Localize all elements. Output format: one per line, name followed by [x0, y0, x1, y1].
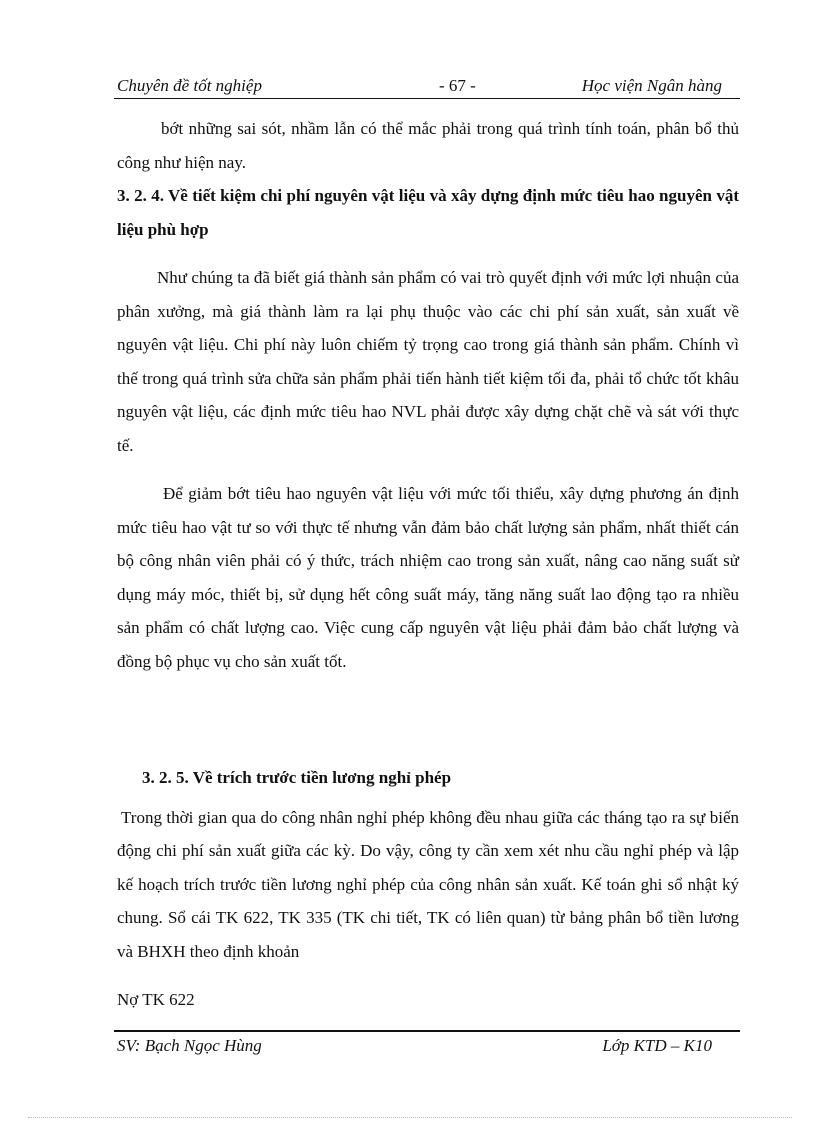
paragraph-leave-wage: Trong thời gian qua do công nhân nghỉ phép không đều nhau giữa các tháng tạo ra sự biến động chi phí sản xuất giữa các kỳ. Do vậy, công ty cần xem xét nhu cầu nghỉ phép và lập kế hoạch trích trước tiền lương nghỉ phép của công nhân sản xuất. Kế toán ghi sổ nhật ký chung. Sổ cái TK 622, TK 335 (TK chi tiết, TK có liên quan) từ bảng phân bổ tiền lương và BHXH theo định khoản — [117, 807, 739, 961]
section-heading-3-2-5: 3. 2. 5. Về trích trước tiền lương nghỉ phép — [142, 768, 452, 787]
page-edge-dotted-line — [28, 1117, 792, 1118]
paragraph-reduce-consumption: Để giảm bớt tiêu hao nguyên vật liệu với mức tối thiểu, xây dựng phương án định mức tiêu hao vật tư so với thực tế nhưng vẫn đảm bảo chất lượng sản phẩm, nhất thiết cán bộ công nhân viên phải có ý thức, trách nhiệm cao trong sản xuất, nâng cao năng suất sử dụng máy móc, thiết bị, sử dụng hết công suất máy, tăng năng suất lao động tạo ra nhiều sản phẩm có chất lượng cao. Việc cung cấp nguyên vật liệu phải đảm bảo chất lượng và đồng bộ phục vụ cho sản xuất tốt. — [117, 484, 739, 671]
footer-student-name: SV: Bạch Ngọc Hùng — [117, 1036, 262, 1055]
page-number: - 67 - — [439, 76, 476, 95]
paragraph-material-cost: Như chúng ta đã biết giá thành sản phẩm có vai trò quyết định với mức lợi nhuận của phân xưởng, mà giá thành làm ra lại phụ thuộc vào các chi phí sản xuất, sản xuất về nguyên vật liệu. Chi phí này luôn chiếm tỷ trọng cao trong giá thành sản phẩm. Chính vì thế trong quá trình sửa chữa sản phẩm phải tiến hành tiết kiệm tối đa, phải tổ chức tốt khâu nguyên vật liệu, các định mức tiêu hao NVL phải được xây dựng chặt chẽ và sát với thực tế. — [117, 268, 739, 455]
page-footer — [117, 1036, 740, 1060]
header-rule — [114, 98, 740, 99]
spacer — [117, 678, 739, 761]
header-thesis-title: Chuyên đề tốt nghiệp — [117, 76, 262, 95]
page-body — [117, 112, 739, 1017]
section-heading-3-2-4: 3. 2. 4. Về tiết kiệm chi phí nguyên vật liệu và xây dựng định mức tiêu hao nguyên vật liệu phù hợp — [117, 186, 739, 239]
page-header — [117, 76, 740, 100]
paragraph-continuation: bớt những sai sót, nhầm lẫn có thể mắc phải trong quá trình tính toán, phân bổ thủ công như hiện nay. — [117, 119, 739, 172]
footer-rule — [114, 1030, 740, 1032]
header-institution: Học viện Ngân hàng — [581, 76, 722, 95]
spacer — [117, 968, 739, 983]
footer-class: Lớp KTD – K10 — [602, 1036, 712, 1055]
spacer — [117, 246, 739, 261]
accounting-entry: Nợ TK 622 — [117, 990, 195, 1009]
spacer — [117, 462, 739, 477]
